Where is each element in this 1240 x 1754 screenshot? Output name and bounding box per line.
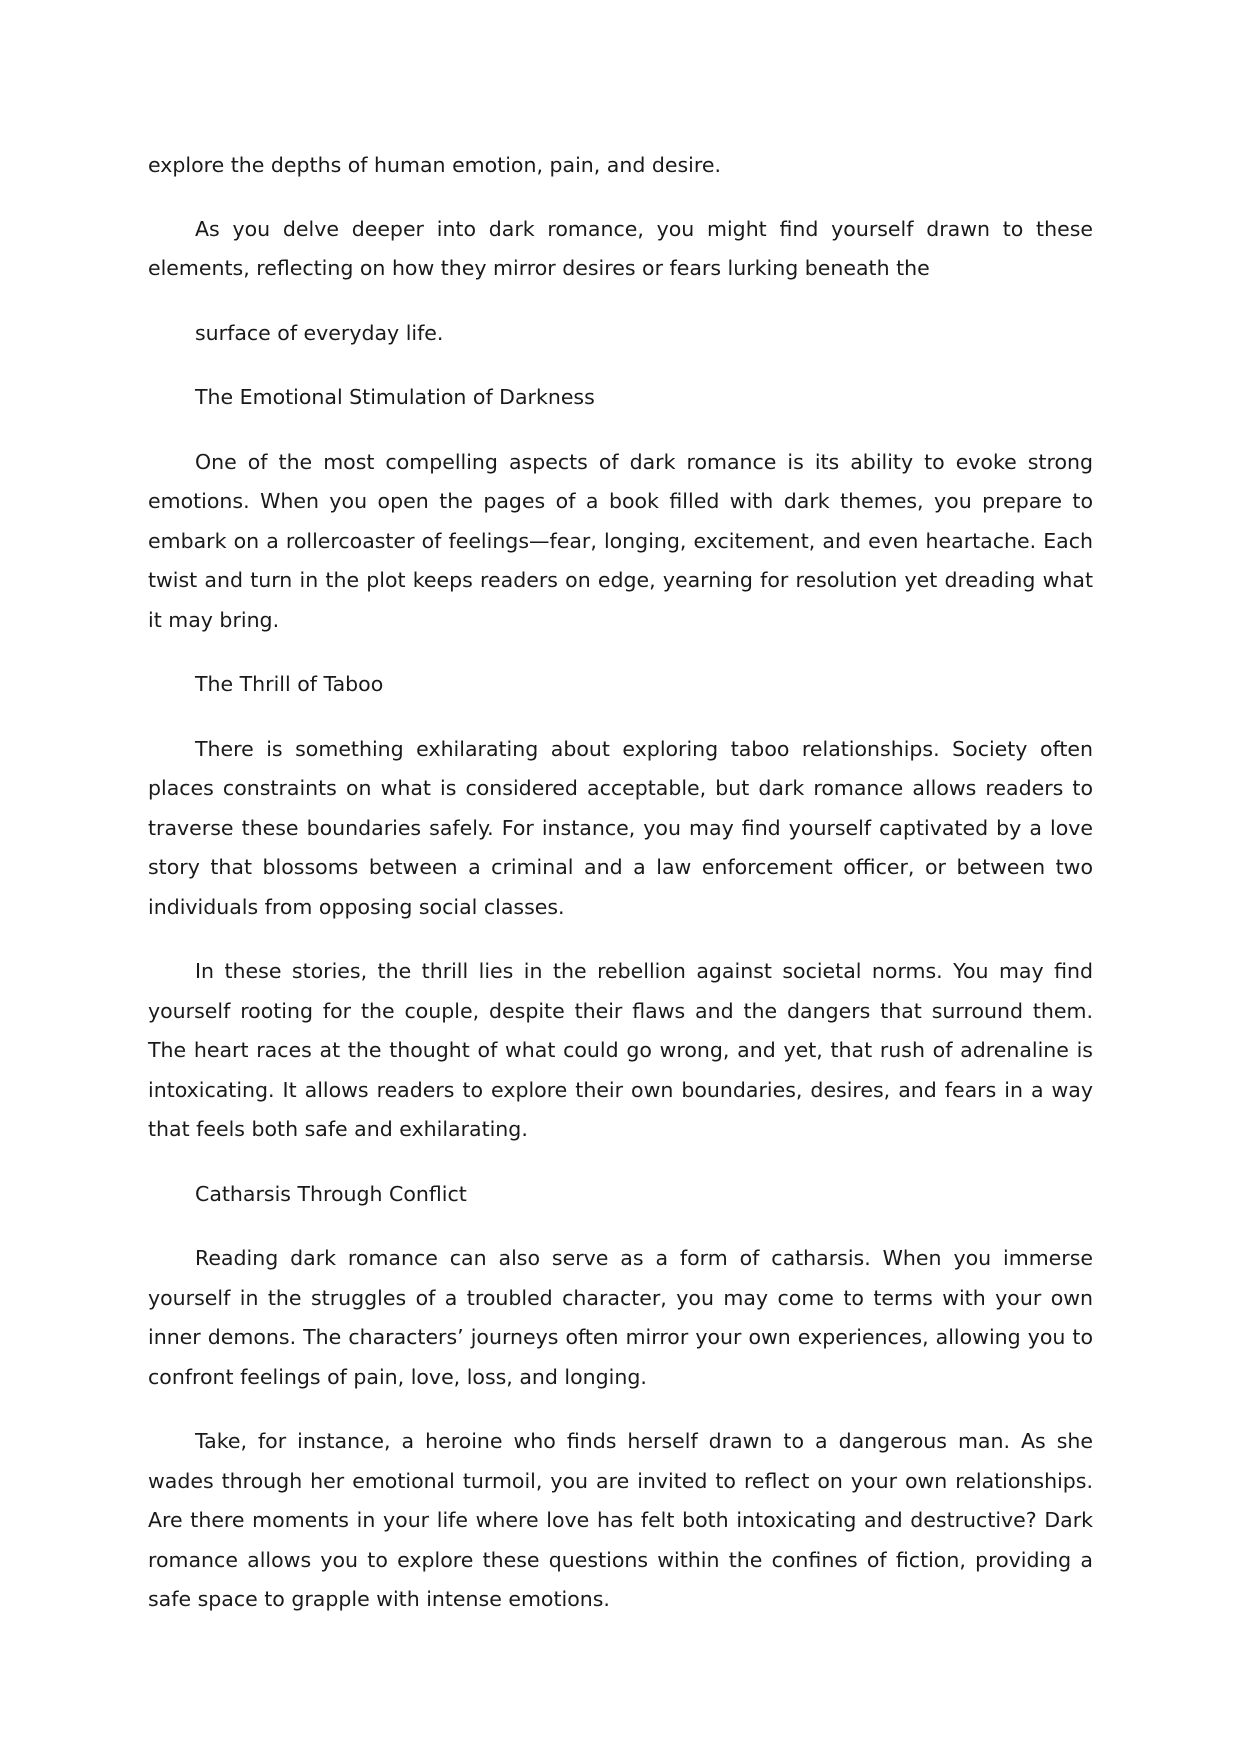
paragraph-dark-romance-elements: As you delve deeper into dark romance, you might find yourself drawn to these elements, reflecting on how they mirror desires or fears lurking beneath the	[148, 216, 1093, 280]
paragraph-heroine-example: Take, for instance, a heroine who finds herself drawn to a dangerous man. As she wades through her emotional turmoil, you are invited to reflect on your own relationships. Are there moments in your life where love has felt both intoxicating and destructive? Dark romance allows you to explore these questions within the confines of fiction, providing a safe space to grapple with intense emotions.	[148, 1429, 1093, 1611]
paragraph-catharsis: Reading dark romance can also serve as a form of catharsis. When you immerse yourself in the struggles of a troubled character, you may come to terms with your own inner demons. The characters’ journeys often mirror your own experiences, allowing you to confront feelings of pain, love, loss, and longing.	[148, 1246, 1093, 1389]
paragraph-everyday-life: surface of everyday life.	[195, 320, 444, 345]
document-page	[148, 146, 1093, 1620]
section-heading-emotional-stimulation: The Emotional Stimulation of Darkness	[195, 385, 595, 409]
paragraph-emotional-stimulation: One of the most compelling aspects of dark romance is its ability to evoke strong emotions. When you open the pages of a book filled with dark themes, you prepare to embark on a rollercoaster of feelings—fear, longing, excitement, and even heartache. Each twist and turn in the plot keeps readers on edge, yearning for resolution yet dreading what it may bring.	[148, 449, 1093, 632]
paragraph-taboo-relationships: There is something exhilarating about exploring taboo relationships. Society often places constraints on what is considered acceptable, but dark romance allows readers to traverse these boundaries safely. For instance, you may find yourself captivated by a love story that blossoms between a criminal and a law enforcement officer, or between two individuals from opposing social classes.	[148, 736, 1093, 919]
paragraph-continuation: explore the depths of human emotion, pain, and desire.	[148, 153, 721, 177]
section-heading-thrill-of-taboo: The Thrill of Taboo	[195, 672, 384, 696]
section-heading-catharsis: Catharsis Through Conflict	[195, 1181, 467, 1206]
paragraph-rebellion-norms: In these stories, the thrill lies in the rebellion against societal norms. You may find yourself rooting for the couple, despite their flaws and the dangers that surround them. The heart races at the thought of what could go wrong, and yet, that rush of adrenaline is intoxicating. It allows readers to explore their own boundaries, desires, and fears in a way that feels both safe and exhilarating.	[148, 959, 1093, 1141]
